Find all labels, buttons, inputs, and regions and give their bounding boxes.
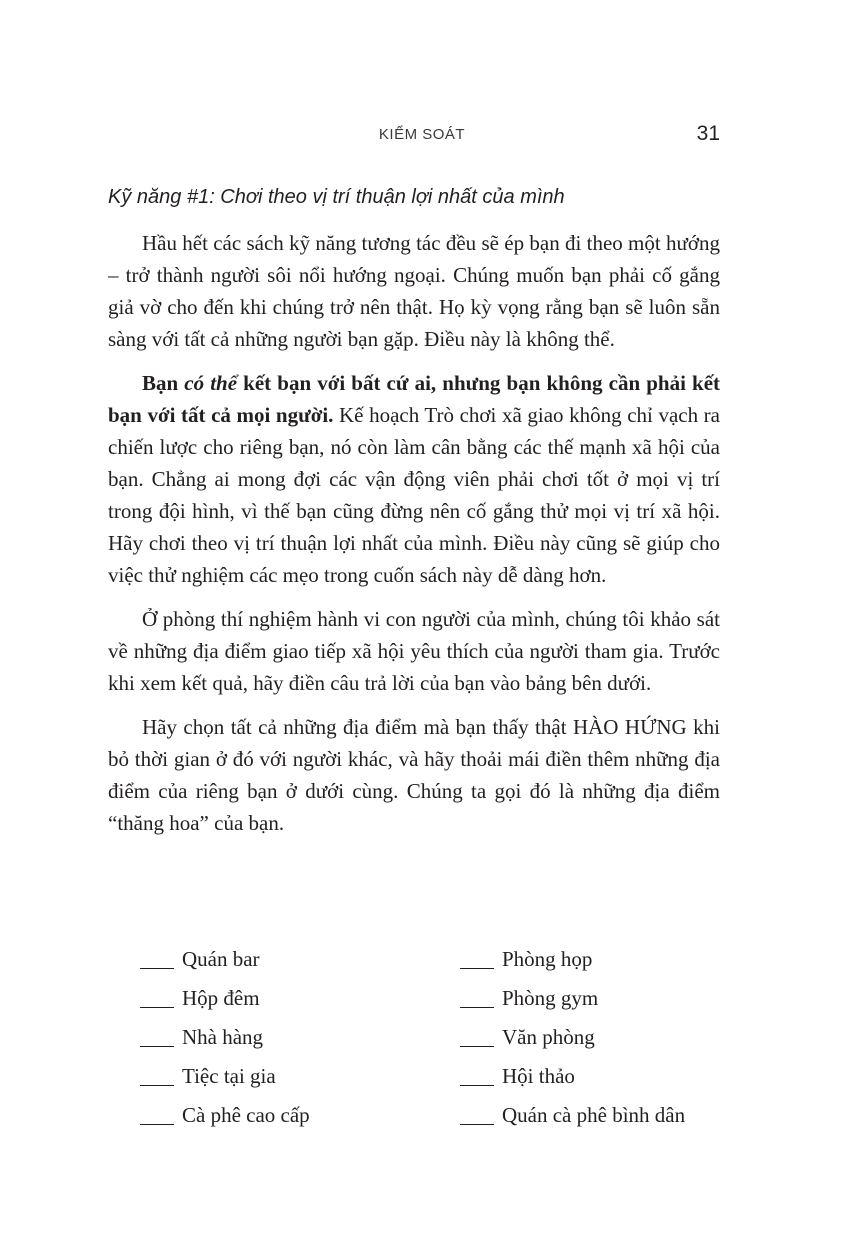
checklist-label: Phòng họp — [502, 947, 593, 971]
answer-blank[interactable] — [140, 950, 174, 969]
checklist-item — [140, 940, 460, 979]
checklist-row — [140, 1057, 740, 1096]
paragraph-3: Ở phòng thí nghiệm hành vi con người của mình, chúng tôi khảo sát về những địa điểm giao tiếp xã hội yêu thích của người tham gia. Trước khi xem kết quả, hãy điền câu trả lời của bạn vào bảng bên dưới. — [108, 607, 720, 695]
checklist-row — [140, 940, 740, 979]
body-text — [108, 227, 720, 839]
chapter-title: KIỂM SOÁT — [378, 126, 466, 143]
checklist-label: Cà phê cao cấp — [182, 1103, 310, 1127]
checklist-label: Phòng gym — [502, 986, 599, 1010]
checklist-row — [140, 1018, 740, 1057]
checklist-label: Quán cà phê bình dân — [502, 1103, 686, 1127]
checklist-label: Hội thảo — [502, 1064, 575, 1088]
paragraph-2-rest: Kế hoạch Trò chơi xã giao không chỉ vạch ra chiến lược cho riêng bạn, nó còn làm cân bằng các thế mạnh xã hội của bạn. Chẳng ai mong đợi các vận động viên phải chơi tốt ở mọi vị trí trong đội hình, vì thế bạn cũng đừng nên cố gắng thử mọi vị trí xã hội. Hãy chơi theo vị trí thuận lợi nhất của mình. Điều này cũng sẽ giúp cho việc thử nghiệm các mẹo trong cuốn sách này dễ dàng hơn. — [108, 403, 720, 587]
checklist-item — [140, 1018, 460, 1057]
emphasis-lead: Bạn có thể kết bạn với bất cứ ai, nhưng bạn không cần phải kết bạn với tất cả mọi người. — [108, 371, 721, 427]
checklist-label: Quán bar — [182, 947, 260, 971]
answer-blank[interactable] — [140, 1028, 174, 1047]
checklist-row — [140, 1096, 740, 1135]
venue-checklist — [140, 940, 740, 1135]
paragraph-2 — [108, 367, 720, 591]
page-number: 31 — [696, 122, 720, 145]
running-head — [0, 124, 844, 148]
checklist-row — [140, 979, 740, 1018]
paragraph-1: Hầu hết các sách kỹ năng tương tác đều sẽ ép bạn đi theo một hướng – trở thành người sôi nổi hướng ngoại. Chúng muốn bạn phải cố gắng giả vờ cho đến khi chúng trở nên thật. Họ kỳ vọng rằng bạn sẽ luôn sẵn sàng với tất cả những người bạn gặp. Điều này là không thể. — [108, 231, 720, 351]
checklist-item — [460, 1096, 740, 1135]
checklist-item — [140, 1057, 460, 1096]
checklist-label: Tiệc tại gia — [182, 1064, 276, 1088]
paragraph-4: Hãy chọn tất cả những địa điểm mà bạn thấy thật HÀO HỨNG khi bỏ thời gian ở đó với người khác, và hãy thoải mái điền thêm những địa điểm của riêng bạn ở dưới cùng. Chúng ta gọi đó là những địa điểm “thăng hoa” của bạn. — [108, 715, 720, 835]
checklist-label: Văn phòng — [502, 1025, 595, 1049]
answer-blank[interactable] — [460, 1106, 494, 1125]
answer-blank[interactable] — [460, 1067, 494, 1086]
checklist-item — [460, 1018, 740, 1057]
checklist-label: Hộp đêm — [182, 986, 260, 1010]
section-heading: Kỹ năng #1: Chơi theo vị trí thuận lợi nhất của mình — [108, 186, 565, 208]
emphasis-italic: có thể — [184, 371, 238, 395]
checklist-label: Nhà hàng — [182, 1025, 264, 1049]
answer-blank[interactable] — [460, 989, 494, 1008]
answer-blank[interactable] — [460, 1028, 494, 1047]
answer-blank[interactable] — [140, 1067, 174, 1086]
checklist-item — [460, 1057, 740, 1096]
answer-blank[interactable] — [460, 950, 494, 969]
answer-blank[interactable] — [140, 989, 174, 1008]
checklist-item — [460, 940, 740, 979]
checklist-item — [140, 979, 460, 1018]
checklist-item — [460, 979, 740, 1018]
answer-blank[interactable] — [140, 1106, 174, 1125]
checklist-item — [140, 1096, 460, 1135]
